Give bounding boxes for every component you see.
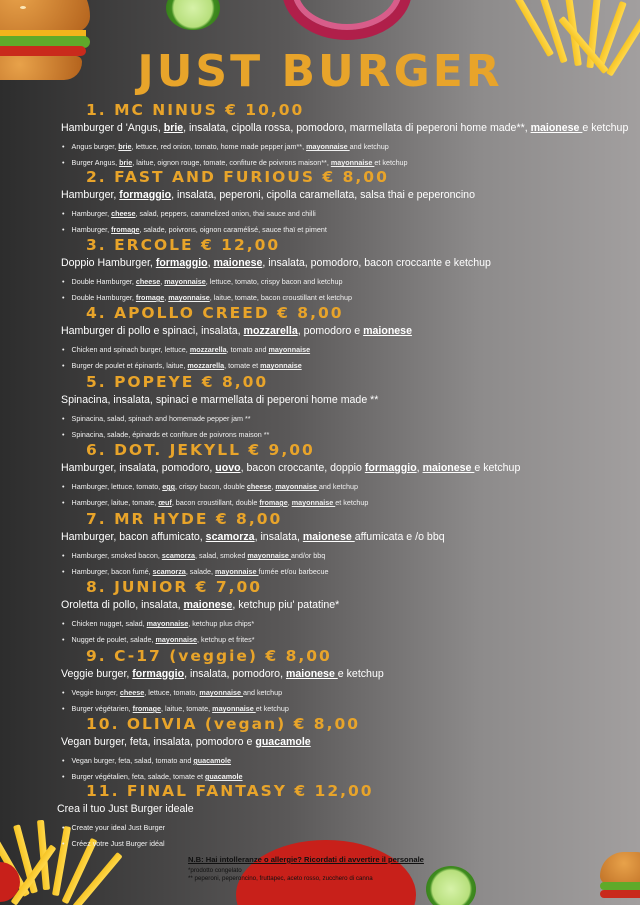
item-heading: 5. POPEYE € 8,00 (86, 373, 269, 391)
text-segment: and ketchup (318, 482, 359, 491)
item-heading: 4. APOLLO CREED € 8,00 (86, 304, 344, 322)
item-description-it (61, 599, 339, 611)
allergen-highlight: maionese (422, 462, 475, 474)
text-segment: , (416, 462, 423, 474)
item-heading: 2. FAST AND FURIOUS € 8,00 (86, 168, 389, 186)
item-description-en (62, 551, 325, 560)
pepper-jam-note: ** peperoni, peperoncino, fruttapec, aceto rosso, zucchero di canna (188, 875, 373, 882)
item-description-en (62, 756, 231, 765)
item-heading: 11. FINAL FANTASY € 12,00 (86, 782, 374, 800)
allergy-note: N.B: Hai intolleranze o allergie? Ricordati di avvertire il personale (188, 855, 424, 864)
text-segment: Double Hamburger, (71, 293, 136, 302)
text-segment: e ketchup (337, 668, 384, 680)
text-segment: and ketchup (349, 142, 389, 151)
item-description-fr (62, 704, 289, 713)
item-description-it (57, 803, 194, 815)
text-segment: , tomate et (224, 361, 261, 370)
item-description-it (61, 189, 475, 201)
tomato-slice-illustration (236, 840, 416, 905)
onion-illustration (282, 0, 412, 40)
item-description-en (62, 277, 342, 286)
text-segment: Burger végétarien, (71, 704, 133, 713)
item-description-en (62, 619, 254, 628)
text-segment: Hamburger di pollo e spinaci, insalata, (61, 325, 244, 337)
text-segment: e ketchup (582, 122, 629, 134)
allergen-highlight: brie (118, 142, 132, 151)
allergen-highlight: mayonnaise (260, 361, 302, 370)
item-description-it (61, 531, 445, 543)
allergen-highlight: mayonnaise (164, 277, 206, 286)
text-segment: and ketchup (242, 688, 283, 697)
item-description-it (61, 325, 412, 337)
allergen-highlight: mayonnaise (214, 567, 259, 576)
allergen-highlight: maionese (183, 599, 233, 611)
allergen-highlight: maionese (363, 325, 412, 337)
item-heading: 10. OLIVIA (vegan) € 8,00 (86, 715, 361, 733)
text-segment: , crispy bacon, double (175, 482, 247, 491)
allergen-highlight: maionese (285, 668, 338, 680)
text-segment: Create your ideal Just Burger (71, 823, 166, 832)
allergen-highlight: mayonnaise (199, 688, 243, 697)
text-segment: , insalata, peperoni, cipolla caramellata, salsa thai e peperoncino (171, 189, 475, 201)
item-description-fr (62, 498, 368, 507)
text-segment: Burger végétalien, feta, salade, tomate et (71, 772, 205, 781)
text-segment: Hamburger, bacon affumicato, (61, 531, 206, 543)
allergen-highlight: mozzarella (243, 325, 298, 337)
allergen-highlight: mozzarella (187, 361, 225, 370)
text-segment: , lettuce, red onion, tomato, home made pepper jam**, (131, 142, 307, 151)
item-description-fr (62, 635, 255, 644)
text-segment: Hamburger, bacon fumé, (71, 567, 153, 576)
text-segment: , laitue, oignon rouge, tomate, confiture de poivrons maison**, (132, 158, 331, 167)
allergen-highlight: mayonnaise (330, 158, 375, 167)
text-segment: Chicken nugget, salad, (71, 619, 147, 628)
text-segment: et ketchup (374, 158, 408, 167)
allergen-highlight: fromage (135, 293, 165, 302)
text-segment: , (287, 498, 292, 507)
text-segment: Hamburger, (71, 225, 112, 234)
text-segment: , insalata, pomodoro, bacon croccante e ketchup (262, 257, 491, 269)
allergen-highlight: fromage (111, 225, 140, 234)
text-segment: Hamburger, lettuce, tomato, (71, 482, 163, 491)
item-description-fr (62, 158, 408, 167)
text-segment: , insalata, cipolla rossa, pomodoro, marmellata di peperoni home made**, (183, 122, 531, 134)
text-segment: , laitue, tomate, bacon croustillant et ketchup (209, 293, 352, 302)
text-segment: et ketchup (255, 704, 289, 713)
item-description-it (61, 394, 378, 406)
text-segment: , salade, (185, 567, 215, 576)
text-segment: Hamburger, laitue, tomate, (71, 498, 159, 507)
allergen-highlight: brie (119, 158, 133, 167)
text-segment: Crea il tuo Just Burger ideale (57, 803, 194, 815)
text-segment: affumicata e /o bbq (354, 531, 445, 543)
menu-title: JUST BURGER (137, 46, 503, 97)
item-description-it (61, 736, 311, 748)
text-segment: , salade, poivrons, oignon caramélisé, sauce thaï et piment (139, 225, 327, 234)
allergen-highlight: mayonnaise (306, 142, 350, 151)
item-heading: 9. C-17 (veggie) € 8,00 (86, 647, 332, 665)
allergen-highlight: mayonnaise (155, 635, 197, 644)
allergen-highlight: mayonnaise (168, 293, 210, 302)
item-heading: 7. MR HYDE € 8,00 (86, 510, 283, 528)
text-segment: , insalata, (254, 531, 303, 543)
text-segment: , ketchup plus chips* (188, 619, 255, 628)
allergen-highlight: cheese (135, 277, 161, 286)
text-segment: Vegan burger, feta, insalata, pomodoro e (61, 736, 256, 748)
allergen-highlight: cheese (246, 482, 272, 491)
text-segment: , (271, 482, 276, 491)
item-description-fr (62, 839, 165, 848)
item-description-it (61, 668, 384, 680)
text-segment: Angus burger, (71, 142, 119, 151)
allergen-highlight: guacamole (255, 736, 311, 748)
item-description-fr (62, 293, 352, 302)
allergen-highlight: mayonnaise (247, 551, 291, 560)
allergen-highlight: brie (163, 122, 184, 134)
item-description-en (62, 209, 316, 218)
allergen-highlight: maionese (213, 257, 263, 269)
text-segment: , lettuce, tomato, crispy bacon and ketchup (205, 277, 343, 286)
text-segment: Hamburger, (61, 189, 120, 201)
text-segment: Veggie burger, (61, 668, 133, 680)
item-description-en (62, 688, 282, 697)
item-description-en (62, 142, 389, 151)
text-segment: Burger Angus, (71, 158, 120, 167)
allergen-highlight: formaggio (364, 462, 417, 474)
text-segment: , (160, 277, 165, 286)
allergen-highlight: guacamole (204, 772, 243, 781)
allergen-highlight: mayonnaise (146, 619, 189, 628)
text-segment: , tomato and (226, 345, 269, 354)
allergen-highlight: cheese (111, 209, 136, 218)
cucumber-slice-illustration (166, 0, 220, 30)
text-segment: et ketchup (335, 498, 369, 507)
text-segment: Veggie burger, (71, 688, 120, 697)
text-segment: , salad, peppers, caramelized onion, thai sauce and chilli (135, 209, 316, 218)
allergen-highlight: mozzarella (189, 345, 227, 354)
item-description-en (62, 345, 310, 354)
allergen-highlight: mayonnaise (212, 704, 256, 713)
allergen-highlight: mayonnaise (268, 345, 311, 354)
text-segment: Spinacina, salad, spinach and homemade pepper jam ** (71, 414, 251, 423)
text-segment: e ketchup (474, 462, 521, 474)
allergen-highlight: uovo (215, 462, 241, 474)
text-segment: Chicken and spinach burger, lettuce, (71, 345, 190, 354)
allergen-highlight: maionese (302, 531, 355, 543)
item-description-fr (62, 430, 269, 439)
text-segment: Burger de poulet et épinards, laitue, (71, 361, 188, 370)
allergen-highlight: mayonnaise (275, 482, 319, 491)
text-segment: fumée et/ou barbecue (258, 567, 329, 576)
item-description-en (62, 414, 251, 423)
allergen-highlight: œuf (158, 498, 172, 507)
text-segment: , insalata, pomodoro, (184, 668, 286, 680)
allergen-highlight: formaggio (132, 668, 185, 680)
item-heading: 8. JUNIOR € 7,00 (86, 578, 263, 596)
item-heading: 3. ERCOLE € 12,00 (86, 236, 281, 254)
cucumber-slice-illustration (426, 866, 476, 905)
item-description-it (61, 257, 491, 269)
text-segment: Hamburger d 'Angus, (61, 122, 164, 134)
allergen-highlight: mayonnaise (291, 498, 336, 507)
frozen-note: *prodotto congelato (188, 867, 242, 874)
allergen-highlight: scamorza (205, 531, 255, 543)
text-segment: , bacon croccante, doppio (240, 462, 365, 474)
allergen-highlight: guacamole (193, 756, 231, 765)
text-segment: Double Hamburger, (71, 277, 136, 286)
text-segment: Hamburger, (71, 209, 112, 218)
allergen-highlight: egg (162, 482, 175, 491)
allergen-highlight: fromage (132, 704, 162, 713)
text-segment: , bacon croustillant, double (171, 498, 260, 507)
item-description-fr (62, 772, 243, 781)
text-segment: , laitue, tomate, (161, 704, 213, 713)
allergen-highlight: fromage (259, 498, 288, 507)
text-segment: Oroletta di pollo, insalata, (61, 599, 184, 611)
text-segment: , (207, 257, 214, 269)
item-description-en (62, 823, 165, 832)
allergen-highlight: formaggio (155, 257, 208, 269)
text-segment: , ketchup et frites* (197, 635, 255, 644)
text-segment: Spinacina, salade, épinards et confiture de poivrons maison ** (71, 430, 270, 439)
text-segment: Vegan burger, feta, salad, tomato and (71, 756, 194, 765)
text-segment: and/or bbq (290, 551, 326, 560)
allergen-highlight: scamorza (161, 551, 195, 560)
text-segment: Nugget de poulet, salade, (71, 635, 156, 644)
text-segment: Doppio Hamburger, (61, 257, 156, 269)
text-segment: , pomodoro e (297, 325, 364, 337)
text-segment: Spinacina, insalata, spinaci e marmellata di peperoni home made ** (61, 394, 379, 406)
item-heading: 1. MC NINUS € 10,00 (86, 101, 305, 119)
allergen-highlight: formaggio (119, 189, 172, 201)
allergen-highlight: maionese (530, 122, 583, 134)
allergen-highlight: scamorza (152, 567, 186, 576)
item-description-fr (62, 225, 327, 234)
text-segment: Hamburger, insalata, pomodoro, (61, 462, 216, 474)
text-segment: , lettuce, tomato, (144, 688, 200, 697)
text-segment: Créez votre Just Burger idéal (71, 839, 165, 848)
item-description-it (61, 122, 628, 134)
item-description-fr (62, 361, 302, 370)
item-description-it (61, 462, 520, 474)
allergen-highlight: cheese (119, 688, 145, 697)
text-segment: Hamburger, smoked bacon, (71, 551, 162, 560)
item-description-en (62, 482, 358, 491)
text-segment: , salad, smoked (195, 551, 248, 560)
item-description-fr (62, 567, 328, 576)
burger-illustration (600, 852, 640, 905)
text-segment: , ketchup piu' patatine* (232, 599, 340, 611)
item-heading: 6. DOT. JEKYLL € 9,00 (86, 441, 315, 459)
text-segment: , (164, 293, 169, 302)
